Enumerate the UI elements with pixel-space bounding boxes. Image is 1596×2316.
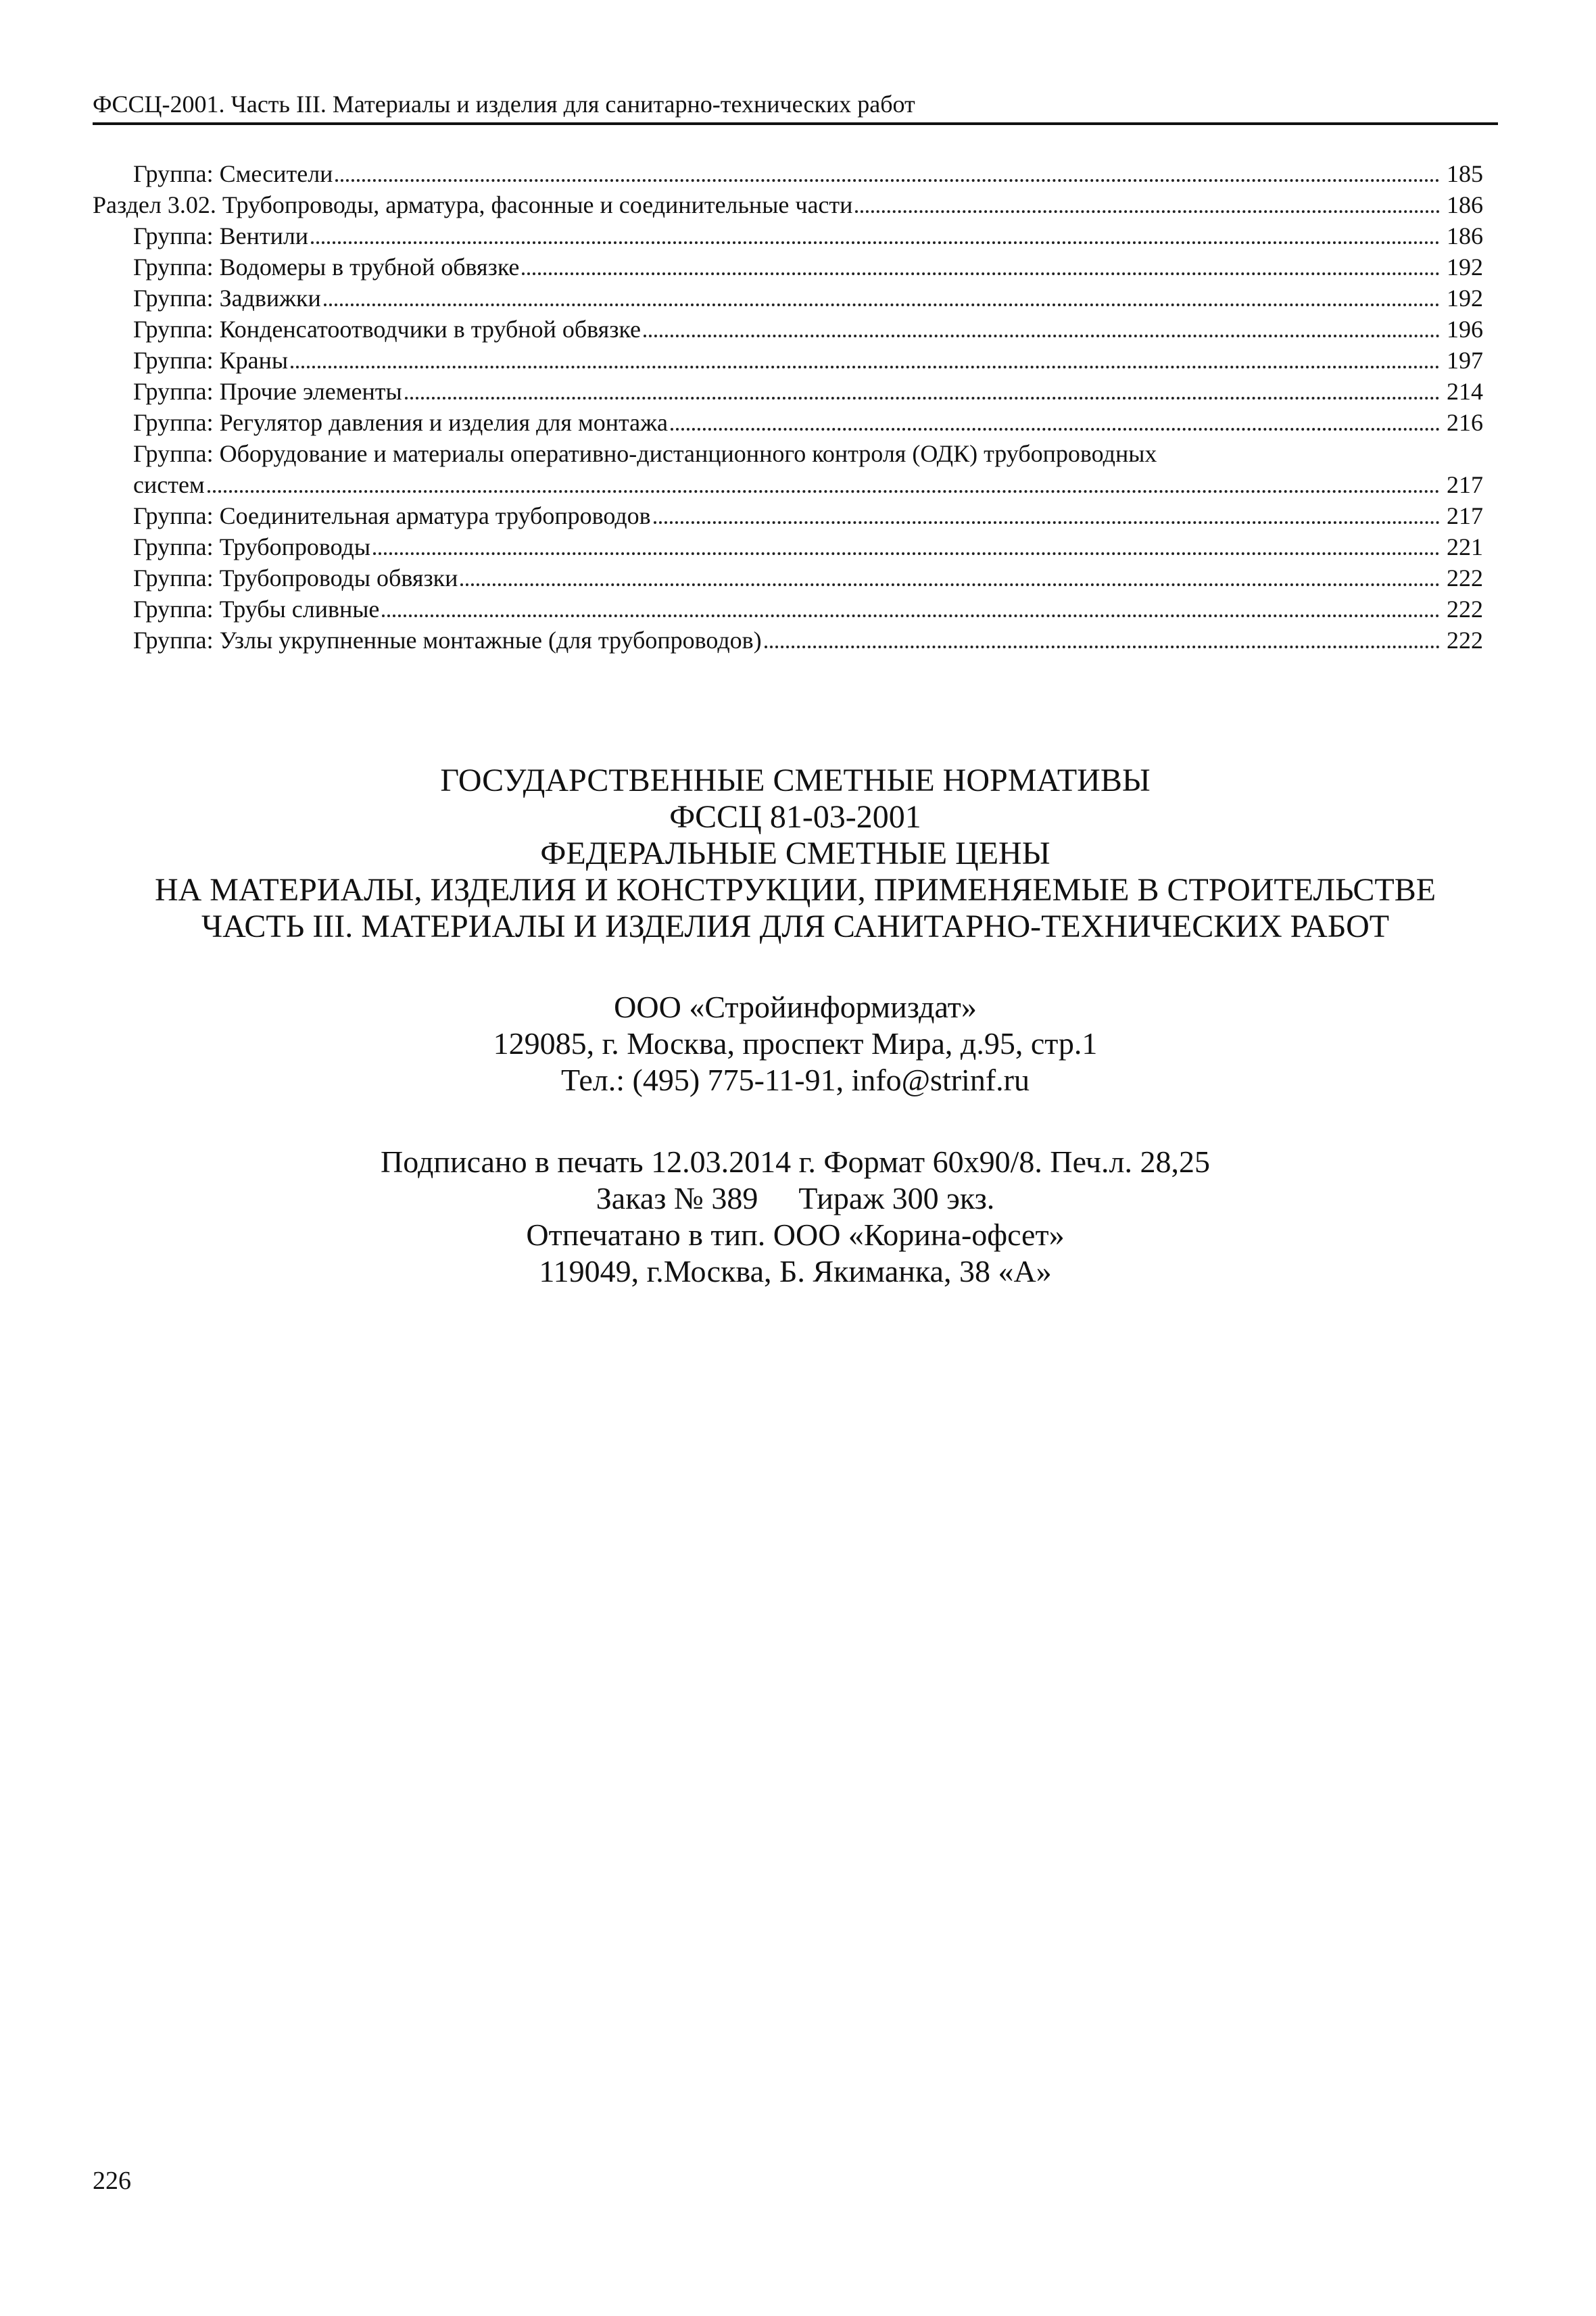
toc-leader-dots [460,583,1440,586]
toc-entry-page: 185 [1447,160,1483,187]
toc-entry-page: 222 [1447,627,1483,654]
toc-entry[interactable] [93,345,1483,376]
toc-entry[interactable] [93,314,1483,345]
toc-entry-page: 222 [1447,564,1483,592]
toc-entry-label: Группа: Задвижки [133,285,321,312]
toc-entry-label: Группа: Оборудование и материалы оперативно-дистанционного контроля (ОДК) трубопроводных [133,440,1157,467]
toc-entry-page: 216 [1447,409,1483,436]
toc-leader-dots [522,272,1440,275]
print-order-line [93,1180,1498,1217]
print-info-block [93,1144,1498,1290]
title-line: ФССЦ 81-03-2001 [669,799,921,835]
page-number: 226 [93,2167,131,2195]
toc-entry-continuation[interactable] [93,469,1483,500]
toc-leader-dots [671,428,1440,431]
toc-entry-label: Группа: Вентили [133,222,309,249]
toc-entry[interactable] [93,625,1483,656]
toc-entry-page: 192 [1447,254,1483,281]
toc-entry[interactable] [93,562,1483,594]
toc-entry-label: Группа: Смесители [133,160,333,187]
toc-entry-label: Группа: Водомеры в трубной обвязке [133,254,520,281]
toc-entry-label: систем [133,471,205,498]
toc-entry-label: Группа: Регулятор давления и изделия для монтажа [133,409,668,436]
toc-entry-page: 221 [1447,533,1483,560]
print-signed: Подписано в печать 12.03.2014 г. Формат 60х90/8. Печ.л. 28,25 [381,1144,1210,1179]
toc-entry-page: 217 [1447,502,1483,529]
toc-entry-label: Группа: Узлы укрупненные монтажные (для трубопроводов) [133,627,762,654]
toc-leader-dots [654,521,1440,524]
toc-entry-page: 197 [1447,347,1483,374]
toc-leader-dots [335,179,1440,182]
toc-leader-dots [765,646,1440,648]
toc-entry-label: Группа: Прочие элементы [133,378,402,405]
toc-entry-section[interactable] [93,189,1483,220]
title-block [93,763,1498,945]
toc-entry[interactable] [93,407,1483,438]
toc-leader-dots [405,397,1440,400]
toc-leader-dots [291,366,1440,368]
publisher-name: ООО «Стройинформиздат» [614,990,977,1024]
toc-entry[interactable] [93,220,1483,251]
title-line: ЧАСТЬ III. МАТЕРИАЛЫ И ИЗДЕЛИЯ ДЛЯ САНИТАРНО-ТЕХНИЧЕСКИХ РАБОТ [201,909,1390,944]
toc-leader-dots [311,241,1440,244]
toc-entry-label: Группа: Краны [133,347,289,374]
toc-entry-page: 222 [1447,596,1483,623]
toc-entry-page: 186 [1447,191,1483,218]
toc-entry-label: Группа: Трубопроводы [133,533,371,560]
toc-entry-page: 217 [1447,471,1483,498]
toc-entry-label: Раздел 3.02. Трубопроводы, арматура, фасонные и соединительные части [93,191,853,218]
publisher-contacts: Тел.: (495) 775-11-91, info@strinf.ru [561,1063,1030,1097]
toc-entry[interactable] [93,283,1483,314]
toc-entry-first-line[interactable] [93,438,1483,469]
publisher-address: 129085, г. Москва, проспект Мира, д.95, стр.1 [493,1026,1098,1061]
toc-entry-label: Группа: Конденсатоотводчики в трубной обвязке [133,316,642,343]
toc-entry-label: Группа: Трубы сливные [133,596,380,623]
table-of-contents [93,158,1483,656]
toc-leader-dots [382,614,1440,617]
print-circulation: Тираж 300 экз. [798,1181,995,1215]
toc-entry-page: 192 [1447,285,1483,312]
toc-entry-label: Группа: Трубопроводы обвязки [133,564,458,592]
toc-entry[interactable] [93,251,1483,283]
toc-entry-label: Группа: Соединительная арматура трубопроводов [133,502,651,529]
toc-leader-dots [373,552,1440,555]
title-line: ГОСУДАРСТВЕННЫЕ СМЕТНЫЕ НОРМАТИВЫ [440,763,1151,798]
toc-entry[interactable] [93,500,1483,531]
toc-leader-dots [855,210,1440,213]
toc-leader-dots [208,490,1440,493]
toc-entry[interactable] [93,531,1483,562]
publisher-block [93,989,1498,1099]
toc-entry-page: 214 [1447,378,1483,405]
toc-entry[interactable] [93,594,1483,625]
toc-entry[interactable] [93,376,1483,407]
header-rule [93,122,1498,125]
printed-at: Отпечатано в тип. ООО «Корина-офсет» [526,1217,1065,1252]
title-line: ФЕДЕРАЛЬНЫЕ СМЕТНЫЕ ЦЕНЫ [540,836,1050,871]
running-header: ФССЦ-2001. Часть III. Материалы и изделия для санитарно-технических работ [93,91,915,118]
print-order: Заказ № 389 [596,1181,758,1215]
toc-leader-dots [644,335,1440,337]
title-line: НА МАТЕРИАЛЫ, ИЗДЕЛИЯ И КОНСТРУКЦИИ, ПРИМЕНЯЕМЫЕ В СТРОИТЕЛЬСТВЕ [154,872,1436,908]
toc-entry[interactable] [93,158,1483,189]
toc-entry-page: 186 [1447,222,1483,249]
printer-address: 119049, г.Москва, Б. Якиманка, 38 «А» [539,1254,1052,1288]
toc-leader-dots [324,304,1440,306]
toc-entry-page: 196 [1447,316,1483,343]
